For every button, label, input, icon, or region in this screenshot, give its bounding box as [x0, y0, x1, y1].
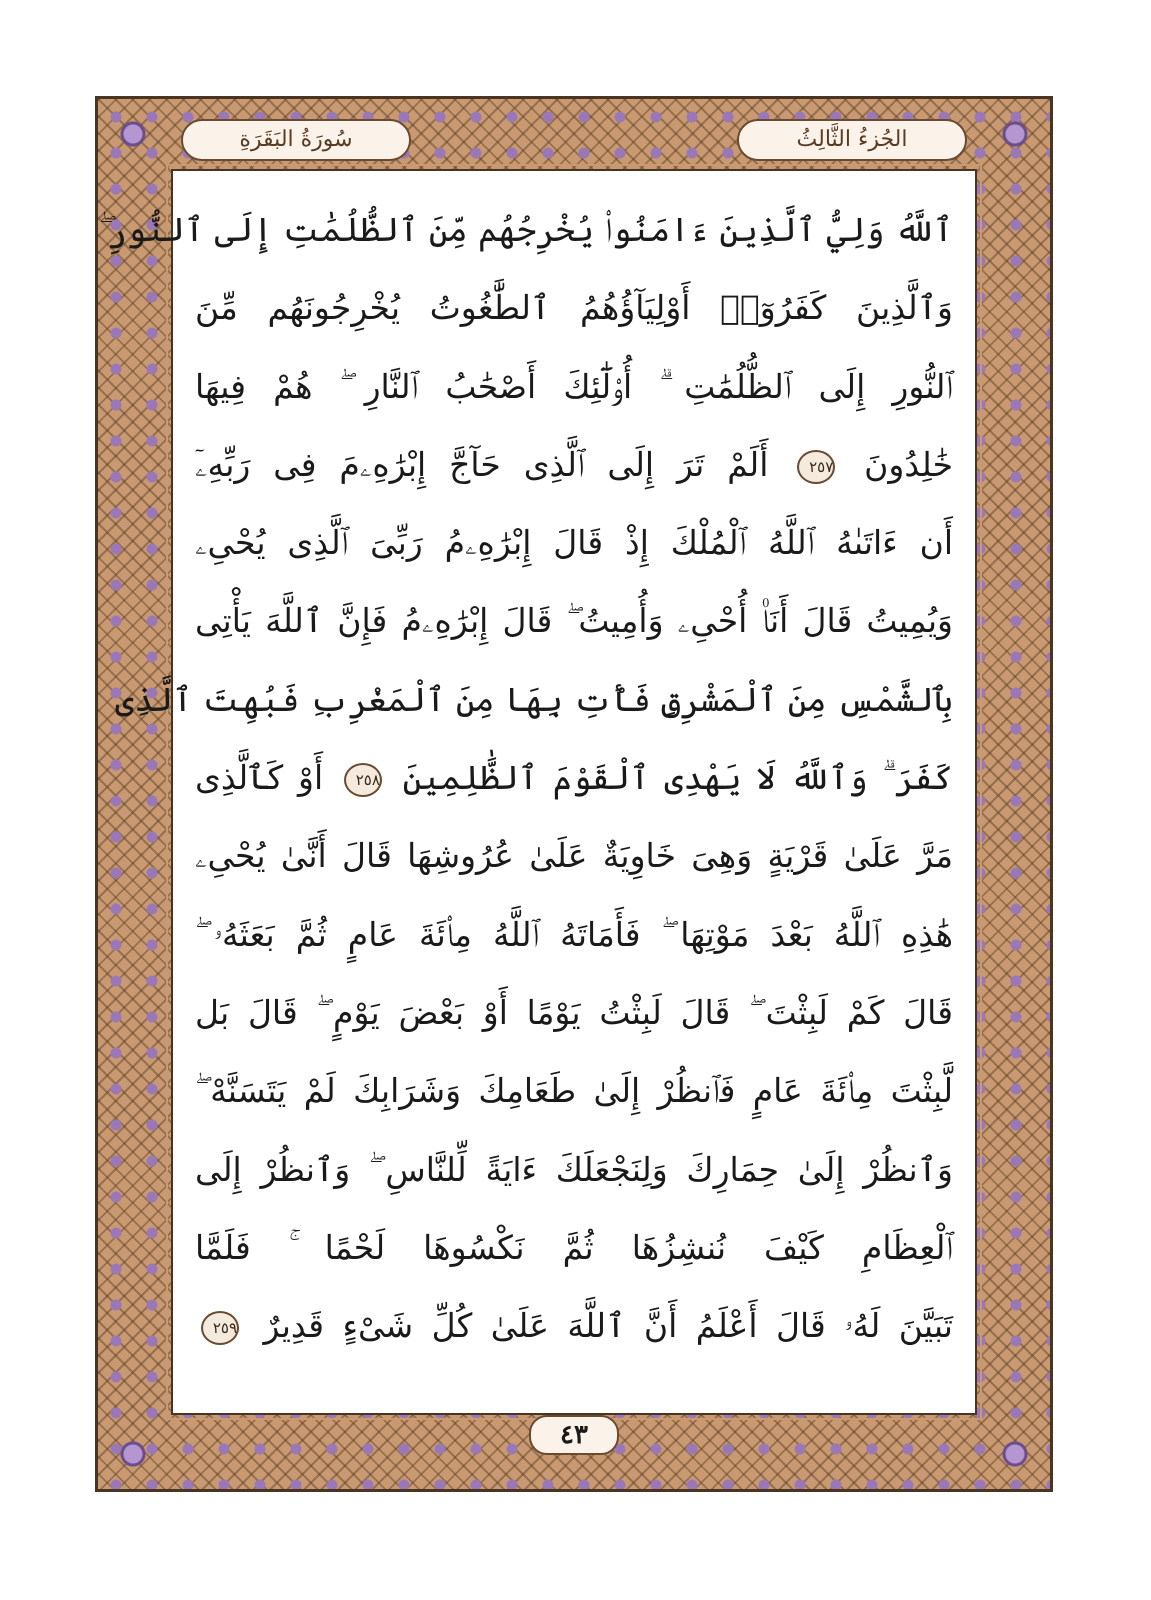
corner-ornament-bottom-left [116, 1437, 150, 1471]
corner-ornament-top-left [116, 117, 150, 151]
verse-line-12: لَّبِثْتَ مِا۟ئَةَ عَامٍ فَٱنظُرْ إِلَىٰ طَعَامِكَ وَشَرَابِكَ لَمْ يَتَسَنَّهْ ۖ [195, 1071, 953, 1111]
verse-line-1: ٱللَّهُ وَلِيُّ ٱلَّذِينَ ءَامَنُوا۟ يُخْرِجُهُم مِّنَ ٱلظُّلُمَٰتِ إِلَى ٱلنُّورِ ۖ [99, 210, 953, 249]
page-header [173, 119, 975, 163]
juz-name: الجُزءُ الثَّالِثُ [737, 119, 967, 161]
verse-line-15 [195, 1287, 953, 1365]
ayah-marker-257: ٢٥٧ [797, 450, 835, 484]
verse-line-10: هَٰذِهِ ٱللَّهُ بَعْدَ مَوْتِهَا ۖ فَأَمَاتَهُ ٱللَّهُ مِا۟ئَةَ عَامٍ ثُمَّ بَعَثَهُۥ ۖ [195, 914, 953, 954]
ayah-marker-259: ٢٥٩ [201, 1311, 239, 1345]
verse-line-6: وَيُمِيتُ قَالَ أَنَا۠ أُحْىِۦ وَأُمِيتُ ۖ قَالَ إِبْرَٰهِۦمُ فَإِنَّ ٱللَّهَ يَأْتِى [195, 601, 953, 641]
verse-line-8-end: أَوْ كَٱلَّذِى [195, 758, 324, 798]
verse-line-9: مَرَّ عَلَىٰ قَرْيَةٍ وَهِىَ خَاوِيَةٌ عَلَىٰ عُرُوشِهَا قَالَ أَنَّىٰ يُحْىِۦ [195, 836, 953, 876]
verse-line-7: بِٱلشَّمْسِ مِنَ ٱلْمَشْرِقِ فَأْتِ بِهَا مِنَ ٱلْمَغْرِبِ فَبُهِتَ ٱلَّذِى [114, 679, 953, 719]
verse-line-5: أَن ءَاتَىٰهُ ٱللَّهُ ٱلْمُلْكَ إِذْ قَالَ إِبْرَٰهِۦمُ رَبِّىَ ٱلَّذِى يُحْىِۦ [195, 523, 953, 563]
verse-line-2: وَٱلَّذِينَ كَفَرُوٓا۟ أَوْلِيَآؤُهُمُ ٱلطَّٰغُوتُ يُخْرِجُونَهُم مِّنَ [195, 288, 953, 328]
verse-block [99, 191, 954, 1393]
verse-line-4-start: خَٰلِدُونَ [864, 444, 953, 484]
verse-line-4 [195, 426, 953, 504]
verse-line-14: ٱلْعِظَامِ كَيْفَ نُنشِزُهَا ثُمَّ نَكْسُوهَا لَحْمًا ۚ فَلَمَّا [195, 1227, 953, 1267]
verse-line-4-end: أَلَمْ تَرَ إِلَى ٱلَّذِى حَآجَّ إِبْرَٰهِۦمَ فِى رَبِّهِۦٓ [195, 444, 769, 484]
corner-ornament-top-right [998, 117, 1032, 151]
verse-line-15-text: تَبَيَّنَ لَهُۥ قَالَ أَعْلَمُ أَنَّ ٱللَّهَ عَلَىٰ كُلِّ شَىْءٍ قَدِيرٌ [263, 1306, 953, 1346]
surah-name: سُورَةُ البَقَرَةِ [181, 119, 411, 161]
verse-line-8-start: كَفَرَ ۗ وَٱللَّهُ لَا يَهْدِى ٱلْقَوْمَ ٱلظَّٰلِمِينَ [402, 758, 954, 798]
verse-line-8 [195, 739, 953, 817]
ayah-marker-258: ٢٥٨ [344, 763, 382, 797]
verse-line-13: وَٱنظُرْ إِلَىٰ حِمَارِكَ وَلِنَجْعَلَكَ ءَايَةً لِّلنَّاسِ ۖ وَٱنظُرْ إِلَى [195, 1149, 953, 1189]
corner-ornament-bottom-right [998, 1437, 1032, 1471]
page-number: ٤٣ [529, 1415, 619, 1455]
page-border-frame [95, 96, 1053, 1492]
text-panel [99, 127, 977, 1450]
verse-line-11: قَالَ كَمْ لَبِثْتَ ۖ قَالَ لَبِثْتُ يَوْمًا أَوْ بَعْضَ يَوْمٍ ۖ قَالَ بَل [195, 992, 953, 1032]
verse-line-3: ٱلنُّورِ إِلَى ٱلظُّلُمَٰتِ ۗ أُو۟لَٰٓئِكَ أَصْحَٰبُ ٱلنَّارِ ۖ هُمْ فِيهَا [195, 366, 953, 406]
